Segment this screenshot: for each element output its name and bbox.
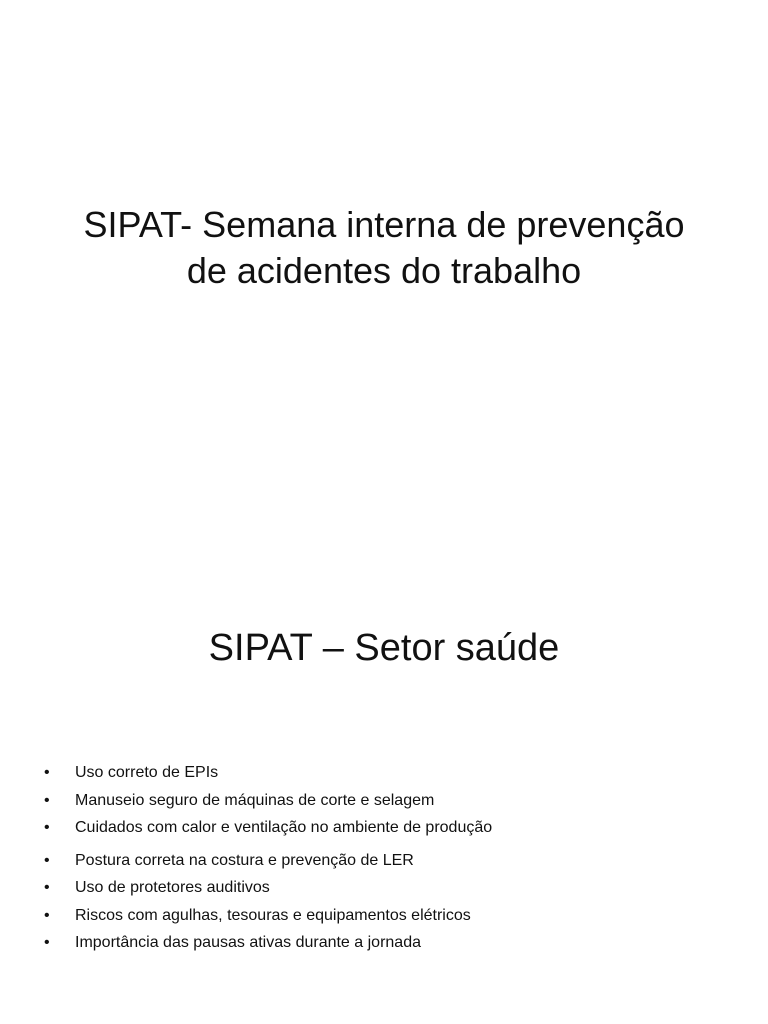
list-item-text: Cuidados com calor e ventilação no ambiente de produção: [75, 819, 493, 836]
list-item: [44, 787, 492, 815]
list-item-text: Uso correto de EPIs: [75, 764, 219, 781]
bullet-icon: •: [44, 764, 50, 781]
bullet-icon: •: [44, 791, 50, 809]
slide-2: [0, 512, 768, 1024]
slide-2-title: SIPAT – Setor saúde: [208, 627, 560, 669]
list-item: [44, 759, 492, 787]
list-item: [44, 902, 492, 930]
list-item: [44, 874, 492, 902]
bullet-icon: •: [44, 851, 50, 869]
slide-1-title-line-1: SIPAT- Semana interna de prevenção: [83, 204, 685, 245]
bullet-icon: •: [44, 934, 50, 951]
list-item-text: Riscos com agulhas, tesouras e equipamentos elétricos: [75, 906, 471, 924]
bullet-icon: •: [44, 906, 50, 924]
slide-1-title-line-2: de acidentes do trabalho: [186, 250, 582, 291]
bullet-icon: •: [44, 819, 50, 836]
list-item-text: Manuseio seguro de máquinas de corte e selagem: [75, 791, 435, 809]
list-item-text: Postura correta na costura e prevenção de LER: [75, 851, 414, 869]
list-item-text: Uso de protetores auditivos: [75, 879, 270, 896]
slide-1-title: [40, 202, 728, 294]
list-item: [44, 847, 492, 875]
list-item: [44, 929, 492, 957]
list-item-text: Importância das pausas ativas durante a jornada: [75, 934, 421, 951]
bullet-list: [44, 759, 492, 957]
bullet-icon: •: [44, 879, 50, 896]
list-item: [44, 814, 492, 842]
